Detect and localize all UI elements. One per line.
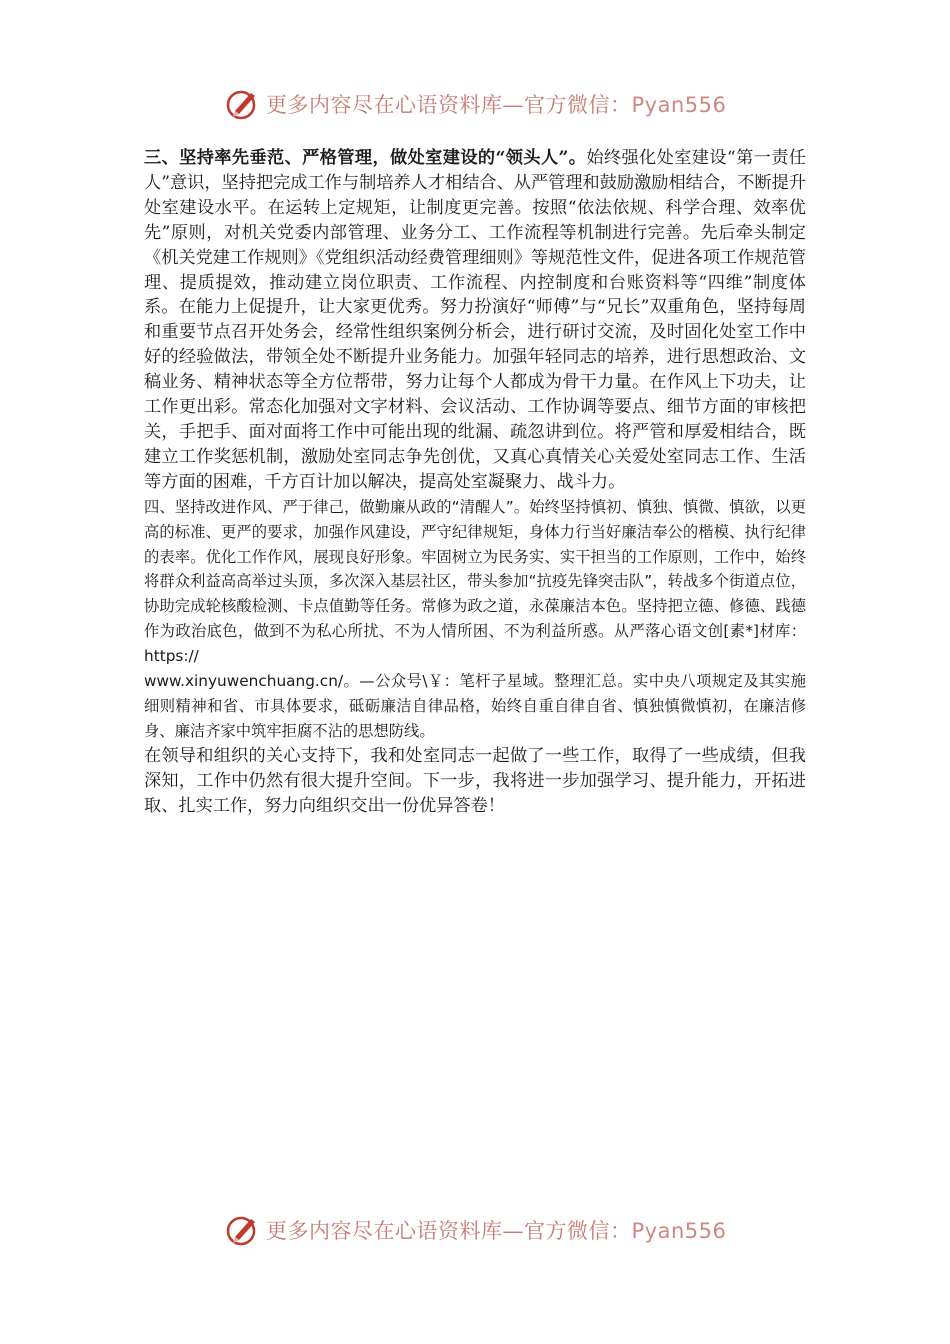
footer-wechat-id: Pyan556 [631, 1219, 727, 1243]
section-4-text: 四、坚持改进作风、严于律己，做勤廉从政的“清醒人”。始终坚持慎初、慎独、慎微、慎欲，以更高的标准、更严的要求，加强作风建设，严守纪律规矩，身体力行当好廉洁奉公的楷模、执行纪律的表率。优化工作作风，展现良好形象。牢固树立为民务实、实干担当的工作原则，工作中，始终将群众利益高高举过头顶，多次深入基层社区，带头参加“抗疫先锋突击队”，转战多个街道点位，协助完成轮核酸检测、卡点值勤等任务。常修为政之道，永葆廉洁本色。坚持把立德、修德、践德作为政治底色，做到不为私心所扰、不为人情所困、不为利益所惑。从严落心语文创[素*]材库：https:// [144, 497, 806, 666]
header-banner [226, 84, 746, 124]
footer-banner [226, 1210, 746, 1250]
header-wechat-id: Pyan556 [631, 93, 727, 117]
section-3-body: 始终强化处室建设“第一责任人”意识，坚持把完成工作与制培养人才相结合、从严管理和鼓励激励相结合，不断提升处室建设水平。在运转上定规矩，让制度更完善。按照“依法依规、科学合理、效率优先”原则，对机关党委内部管理、业务分工、工作流程等机制进行完善。先后牵头制定《机关党建工作规则》《党组织活动经费管理细则》等规范性文件，促进各项工作规范管理、提质提效，推动建立岗位职责、工作流程、内控制度和台账资料等“四维”制度体系。在能力上促提升，让大家更优秀。努力扮演好“师傅”与“兄长”双重角色，坚持每周和重要节点召开处务会，经常性组织案例分析会，进行研讨交流，及时固化处室工作中好的经验做法，带领全处不断提升业务能力。加强年轻同志的培养，进行思想政治、文稿业务、精神状态等全方位帮带，努力让每个人都成为骨干力量。在作风上下功夫，让工作更出彩。常态化加强对文字材料、会议活动、工作协调等要点、细节方面的审核把关，手把手、面对面将工作中可能出现的纰漏、疏忽讲到位。将严管和厚爱相结合，既建立工作奖惩机制，激励处室同志争先创优，又真心真情关心关爱处室同志工作、生活等方面的困难，千方百计加以解决，提高处室凝聚力、战斗力。 [144, 148, 806, 492]
closing-paragraph: 在领导和组织的关心支持下，我和处室同志一起做了一些工作，取得了一些成绩，但我深知，工作中仍然有很大提升空间。下一步，我将进一步加强学习、提升能力，开拓进取、扎实工作，努力向组织交出一份优异答卷！ [144, 745, 806, 816]
pen-logo-icon [226, 1213, 260, 1247]
document-body [144, 146, 806, 818]
pen-logo-icon [226, 87, 260, 121]
section-4-paragraph [144, 495, 806, 744]
section-3-heading: 三、坚持率先垂范、严格管理，做处室建设的“领头人”。 [144, 148, 587, 168]
section-3-paragraph [144, 146, 806, 495]
section-4-text-continued: www.xinyuwenchuang.cn/。—公众号\￥：笔杆子星域。整理汇总。实中央八项规定及其实施细则精神和省、市具体要求，砥砺廉洁自律品格，始终自重自律自省、慎独慎微慎初，在廉洁修身、廉洁齐家中筑牢拒腐不沾的思想防线。 [144, 672, 806, 740]
header-banner-text: 更多内容尽在心语资料库—官方微信：Pyan556 [266, 93, 727, 117]
footer-banner-text: 更多内容尽在心语资料库—官方微信：Pyan556 [266, 1219, 727, 1243]
